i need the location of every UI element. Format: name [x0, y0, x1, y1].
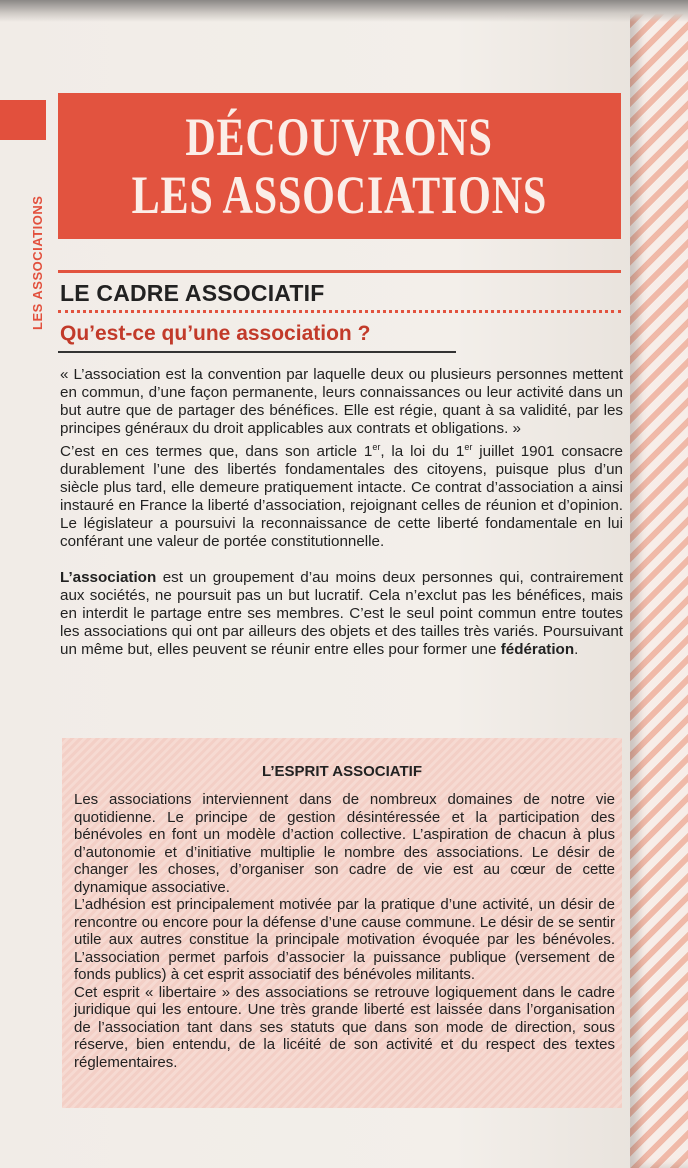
title-line-1: DÉCOUVRONS	[185, 107, 494, 167]
box-paragraph: L’adhésion est principalement motivée par la pratique d’une activité, un désir de rencontre ou encore pour la défense d’une cause commune. Le désir de se sentir utile aux autres constitue la principale motivation évoquée par les bénévoles. L’association permet parfois d’associer la puissance publique (versement de fonds publics) à cet esprit associatif des bénévoles militants.	[74, 896, 615, 983]
page-edge-stripes	[630, 0, 688, 1168]
box-title: L’ESPRIT ASSOCIATIF	[261, 763, 422, 780]
side-tab-marker	[0, 100, 46, 140]
title-line-2: LES ASSOCIATIONS	[131, 165, 548, 225]
subsection-underline	[58, 351, 456, 353]
esprit-associatif-box	[62, 738, 622, 1108]
subsection-heading: Qu’est-ce qu’une association ?	[60, 322, 371, 345]
definition-paragraph: L’association est un groupement d’au moins deux personnes qui, contrairement aux sociétés, ne poursuit pas un but lucratif. Cela n’exclut pas les bénéfices, mais en interdit le partage entre ses membres. C’est le seul point commun entre toutes les associations qui ont par ailleurs des objets et des tailles très variés. Poursuivant un même but, elles peuvent se réunir entre elles pour former une fédération.	[60, 569, 623, 659]
section-rule	[58, 270, 621, 273]
law-paragraph: C’est en ces termes que, dans son article 1er, la loi du 1er juillet 1901 consacre durablement l’une des libertés fondamentales des citoyens, puisque plus d’un siècle plus tard, elle demeure pratiquement intacte. Ce contrat d’association a ainsi instauré en France la liberté d’association, rejoignant celles de réunion et d’opinion. Le législateur a poursuivi la reconnaissance de cette liberté fondamentale en lui conférant une valeur de portée constitutionnelle.	[60, 442, 623, 551]
top-shadow	[0, 0, 688, 22]
dotted-rule	[58, 310, 621, 313]
quote-paragraph: « L’association est la convention par laquelle deux ou plusieurs personnes mettent en commun, d’une façon permanente, leurs connaissances ou leur activité dans un but autre que de partager des bénéfices. Elle est régie, quant à sa validité, par les principes généraux du droit applicables aux contrats et obligations. »	[60, 366, 623, 437]
section-heading: LE CADRE ASSOCIATIF	[60, 280, 325, 306]
box-paragraph: Cet esprit « libertaire » des associations se retrouve logiquement dans le cadre juridique qui les entoure. Une très grande liberté est laissée dans l’organisation de l’association tant dans ses statuts que dans son mode de direction, sous réserve, bien entendu, de la licéité de son activité et du respect des textes réglementaires.	[74, 983, 615, 1071]
body-text	[60, 366, 623, 659]
box-paragraph: Les associations interviennent dans de nombreux domaines de notre vie quotidienne. Le principe de gestion désintéressée et la participation des bénévoles en font un modèle d’action collective. L’aspiration de chacun à plus d’autonomie et d’initiative multiplie le nombre des associations. Le désir de changer les choses, d’organiser son cadre de vie est au cœur de cette dynamique associative.	[74, 791, 615, 896]
box-text	[74, 791, 615, 1071]
title-banner	[58, 93, 621, 239]
sidebar-label: LES ASSOCIATIONS	[30, 195, 45, 330]
